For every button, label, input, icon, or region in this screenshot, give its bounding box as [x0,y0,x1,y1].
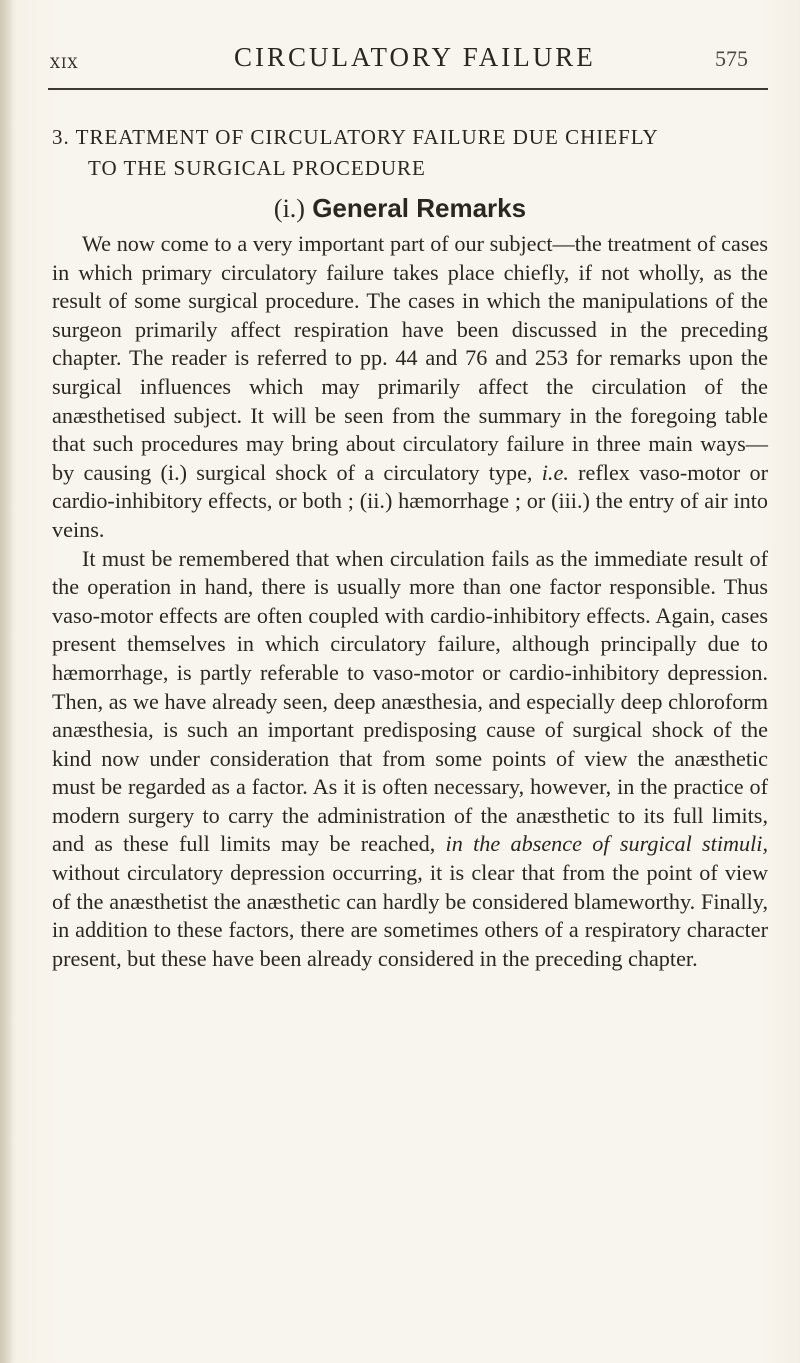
section-heading-line-1: 3. TREATMENT OF CIRCULATORY FAILURE DUE CHIEFLY [52,125,659,149]
chapter-number: XIX [50,56,79,72]
subsection-heading [0,193,800,224]
header-rule [48,88,768,90]
paragraph [52,230,768,545]
text-run: without circulatory depression occurring, it is clear that from the point of view of the anæsthetist the anæsthetic can hardly be considered blameworthy. Finally, in addition to these factors, there are sometimes others of a respiratory character present, but these have been already considered in the preceding chapter. [52,860,768,971]
text-run: reflex vaso-motor or cardio-inhibitory effects, or both ; (ii.) hæmorrhage ; or (iii.) the entry of air into veins. [52,459,768,542]
running-title: CIRCULATORY FAILURE [234,42,596,72]
section-heading [52,122,772,184]
section-heading-line-2: TO THE SURGICAL PROCEDURE [88,156,426,180]
paragraph [52,545,768,974]
body-text [52,230,768,973]
running-head [48,38,768,78]
text-run: It must be remembered that when circulation fails as the immediate result of the operation in hand, there is usually more than one factor responsible. Thus vaso-motor effects are often coupled with cardio-inhibitory effects. Again, cases present themselves in which circulatory failure, although principally due to hæmorrhage, is partly referable to vaso-motor or cardio-inhibitory depression. Then, as we have already seen, deep anæsthesia, and especially deep chloroform anæsthesia, is such an important predisposing cause of surgical shock of the kind now under consideration that from some points of view the anæsthetic must be regarded as a factor. As it is often necessary, however, in the practice of modern surgery to carry the administration of the anæsthetic to its full limits, and as these full limits may be reached, [52,545,768,857]
text-run: We now come to a very important part of our subject—the treatment of cases in which primary circulatory failure takes place chiefly, if not wholly, as the result of some surgical procedure. The cases in which the manipulations of the surgeon primarily affect respiration have been discussed in the preceding chapter. The reader is referred to pp. 44 and 76 and 253 for remarks upon the surgical influences which may primarily affect the circulation of the anæsthetised subject. It will be seen from the summary in the foregoing table that such procedures may bring about circulatory failure in three main ways—by causing (i.) surgical shock of a circulatory type, [52,231,768,485]
subsection-number: (i.) [273,194,305,223]
subsection-title: General Remarks [312,193,527,223]
page-number: 575 [715,46,748,71]
italic-text-run: i.e. [541,459,569,485]
italic-text-run: in the absence of surgical stimuli, [445,831,768,857]
